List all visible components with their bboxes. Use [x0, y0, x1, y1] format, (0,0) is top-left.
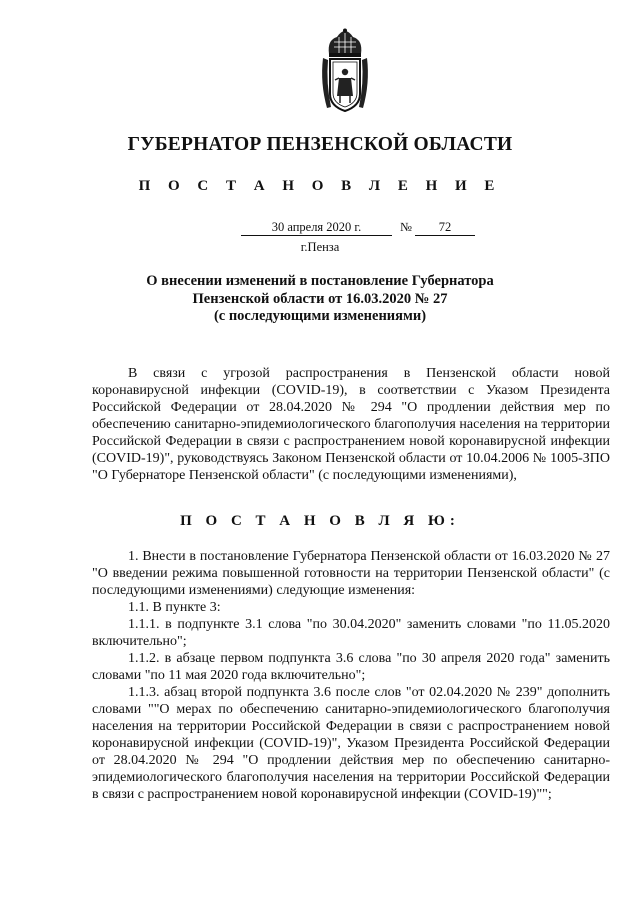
authority-heading: ГУБЕРНАТОР ПЕНЗЕНСКОЙ ОБЛАСТИ — [127, 134, 513, 155]
item-1-1-2: 1.1.2. в абзаце первом подпункта 3.6 слова "по 30 апреля 2020 года" заменить словами "по 11 мая 2020 года включительно"; — [92, 651, 610, 683]
preamble — [92, 365, 610, 484]
item-1-1: 1.1. В пункте 3: — [128, 600, 221, 615]
coat-of-arms-emblem — [317, 28, 373, 114]
decree-items — [92, 548, 610, 803]
document-title — [0, 273, 640, 326]
number-sign: № — [400, 220, 412, 234]
document-date: 30 апреля 2020 г. — [241, 219, 392, 236]
document-number: 72 — [415, 219, 475, 236]
title-line-2: Пензенской области от 16.03.2020 № 27 — [192, 290, 448, 307]
coat-of-arms-icon — [317, 28, 373, 114]
item-1: 1. Внести в постановление Губернатора Пензенской области от 16.03.2020 № 27 "О введении режима повышенной готовности на территории Пензенской области" (с последующими изменениями) следующие изменения: — [92, 549, 610, 598]
document-type: П О С Т А Н О В Л Е Н И Е — [138, 178, 502, 194]
preamble-paragraph: В связи с угрозой распространения в Пензенской области новой коронавирусной инфекции (COVID-19), в соответствии с Указом Президента Российской Федерации от 28.04.2020 № 294 "О продлении действия мер по обеспечению санитарно-эпидемиологического благополучия населения на территории Российской Федерации в связи с распространением новой коронавирусной инфекции (COVID-19)", руководствуясь Законом Пензенской области от 10.04.2006 № 1005-ЗПО "О Губернаторе Пензенской области" (с последующими изменениями), — [92, 366, 610, 483]
decree-heading: П О С Т А Н О В Л Я Ю: — [180, 513, 460, 529]
title-line-1: О внесении изменений в постановление Губернатора — [146, 273, 494, 289]
title-line-3: (с последующими изменениями) — [213, 308, 427, 324]
item-1-1-1: 1.1.1. в подпункте 3.1 слова "по 30.04.2020" заменить словами "по 11.05.2020 включительно"; — [92, 617, 610, 649]
item-1-1-3: 1.1.3. абзац второй подпункта 3.6 после слов "от 02.04.2020 № 239" дополнить словами ""О мерах по обеспечению санитарно-эпидемиологического благополучия населения на территории Российской Федерации в связи с распространением новой коронавирусной инфекции (COVID-19)", Указом Президента Российской Федерации от 28.04.2020 № 294 "О продлении действия мер по обеспечению санитарно-эпидемиологического благополучия населения на территории Российской Федерации в связи с распространением новой коронавирусной инфекции (COVID-19)""; — [92, 685, 610, 802]
city-name: г.Пенза — [300, 240, 340, 254]
date-number-line — [0, 219, 640, 237]
